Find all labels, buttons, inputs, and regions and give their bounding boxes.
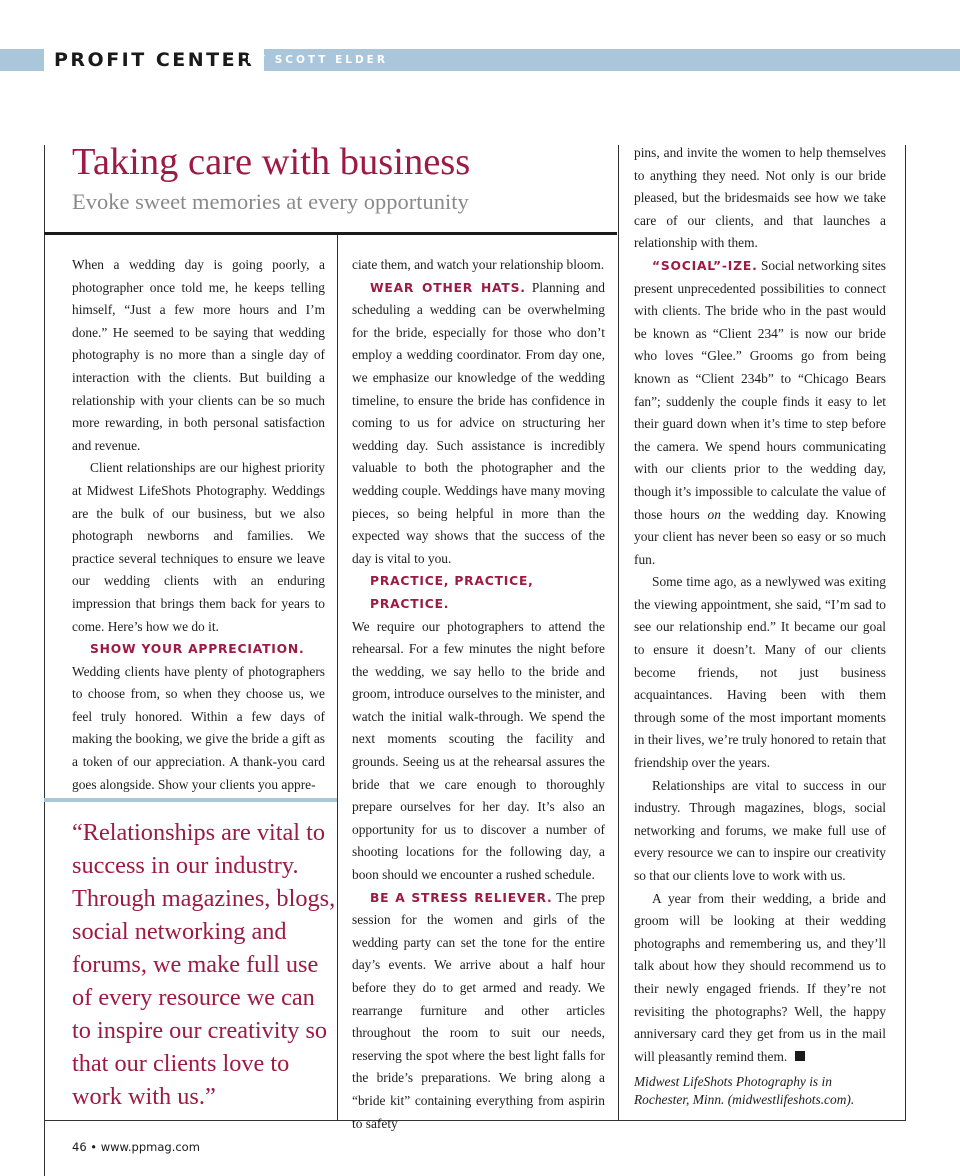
column-2 <box>352 254 605 1135</box>
subhead-wear-other-hats: WEAR OTHER HATS. <box>370 280 526 295</box>
paragraph: Client relationships are our highest priority at Midwest LifeShots Photography. Weddings are the bulk of our business, but we also photograph newborns and families. We practice several techniques to ensure we leave our wedding clients with an enduring impression that brings them back for years to come. Here’s how we do it. <box>72 460 325 634</box>
paragraph: Relationships are vital to success in our industry. Through magazines, blogs, social networking and forums, we make full use of every resource we can to inspire our creativity so that our clients love to work with us. <box>634 777 886 883</box>
paragraph-text: A year from their wedding, a bride and groom will be looking at their wedding photographs and remembering us, and they’ll talk about how they should recommend us to their newly engaged friends. If they’re not revisiting the photographs? Well, the happy anniversary card they get from us in the mail will pleasantly remind them. <box>634 890 886 1064</box>
paragraph: We require our photographers to attend the rehearsal. For a few minutes the night before the wedding, we say hello to the bride and groom, introduce ourselves to the minister, and watch the initial walk-through. We spend the next moments scouting the facility and grounds. Seeing us at the rehearsal assures the bride that we care enough to thoroughly prepare ourselves for her day. It’s also an opportunity for us to discover a number of shooting locations for the following day, a boon should we encounter a rushed schedule. <box>352 618 605 883</box>
emphasis: on <box>707 506 721 522</box>
paragraph <box>634 255 886 571</box>
title-rule <box>44 232 617 235</box>
column-1 <box>72 254 325 796</box>
subhead-show-appreciation: SHOW YOUR APPRECIATION. <box>90 642 305 657</box>
paragraph: When a wedding day is going poorly, a photographer once told me, he keeps telling himself, “Just a few more hours and I’m done.” He seemed to be saying that wedding photography is no more than a single day of interaction with the clients. But building a relationship with your clients can be so much more rewarding, in both personal satisfaction and revenue. <box>72 257 325 453</box>
pull-quote-rule <box>44 798 337 802</box>
section-header <box>44 47 264 73</box>
section-title: PROFIT CENTER <box>54 49 255 71</box>
paragraph: Some time ago, as a newlywed was exiting the viewing appointment, she said, “I’m sad to see our relationship end.” It became our goal to ensure it doesn’t. Many of our clients become friends, not just business acquaintances. Having been with them through some of the most important moments in their lives, we’re truly honored to retain that friendship over the years. <box>634 574 886 771</box>
author-credit: Midwest LifeShots Photography is in Rochester, Minn. (midwestlifeshots.com). <box>634 1074 855 1107</box>
paragraph <box>352 277 605 571</box>
article-subtitle: Evoke sweet memories at every opportunity <box>72 189 469 214</box>
article-title: Taking care with business <box>72 141 471 183</box>
end-mark-icon <box>795 1051 805 1061</box>
page-footer: 46 • www.ppmag.com <box>72 1140 200 1154</box>
paragraph <box>634 888 886 1069</box>
paragraph: ciate them, and watch your relationship bloom. <box>352 257 605 272</box>
col2-divider <box>337 235 338 1121</box>
paragraph-text: The prep session for the women and girls of the wedding party can set the tone for the entire day’s events. We arrive about a half hour before they do to get armed and ready. We rearrange furniture and other articles throughout the room to suit our needs, reserving the spot where the best light falls for the bride’s preparations. We bring along a “bride kit” containing everything from aspirin to safety <box>352 889 605 1131</box>
right-rule <box>905 145 906 1121</box>
pull-quote: “Relationships are vital to success in our industry. Through magazines, blogs, social networking and forums, we make full use of every resource we can to inspire our creativity so that our clients love to work with us.” <box>72 819 336 1110</box>
paragraph-text: Social networking sites present unprecedented possibilities to connect with clients. The bride who in the past would be known as “Client 234” is now our bride who loves “Glee.” Grooms go from being known as “Client 234b” to “Chicago Bears fan”; suddenly the couple finds it easy to let their guard down when it’s time to step before the camera. We spend hours communicating with our clients prior to the wedding day, though it’s impossible to calculate the value of those hours <box>634 257 886 522</box>
column-3 <box>634 142 886 1068</box>
paragraph-text: Planning and scheduling a wedding can be overwhelming for the bride, especially for those who don’t employ a wedding coordinator. From day one, we emphasize our knowledge of the wedding timeline, to ensure the bride has confidence in coming to us for advice on structuring her wedding day. Such assistance is incredibly valuable to both the photographer and the wedding couple. Weddings have many moving pieces, so being helpful in more than the expected way shows that the success of the day is vital to you. <box>352 279 605 566</box>
subhead-social-ize: “SOCIAL”-IZE. <box>652 258 758 273</box>
paragraph-text: the wedding day. Knowing your client has never been so easy or so much fun. <box>634 506 886 567</box>
col3-divider <box>618 145 619 1121</box>
paragraph: Wedding clients have plenty of photographers to choose from, so when they choose us, we feel truly honored. Within a few days of making the booking, we give the bride a gift as a token of our appreciation. A thank-you card goes alongside. Show your clients you appre- <box>72 663 325 792</box>
left-rule <box>44 145 45 1176</box>
paragraph <box>352 887 605 1136</box>
subhead-practice: PRACTICE, PRACTICE, PRACTICE. <box>370 574 534 611</box>
subhead-stress-reliever: BE A STRESS RELIEVER. <box>370 890 553 905</box>
byline: BY SCOTT ELDER <box>247 54 388 66</box>
paragraph: pins, and invite the women to help themselves to anything they need. Not only is our bride pleased, but the bridesmaids see how we take care of our clients, and that launches a relationship with them. <box>634 145 886 251</box>
